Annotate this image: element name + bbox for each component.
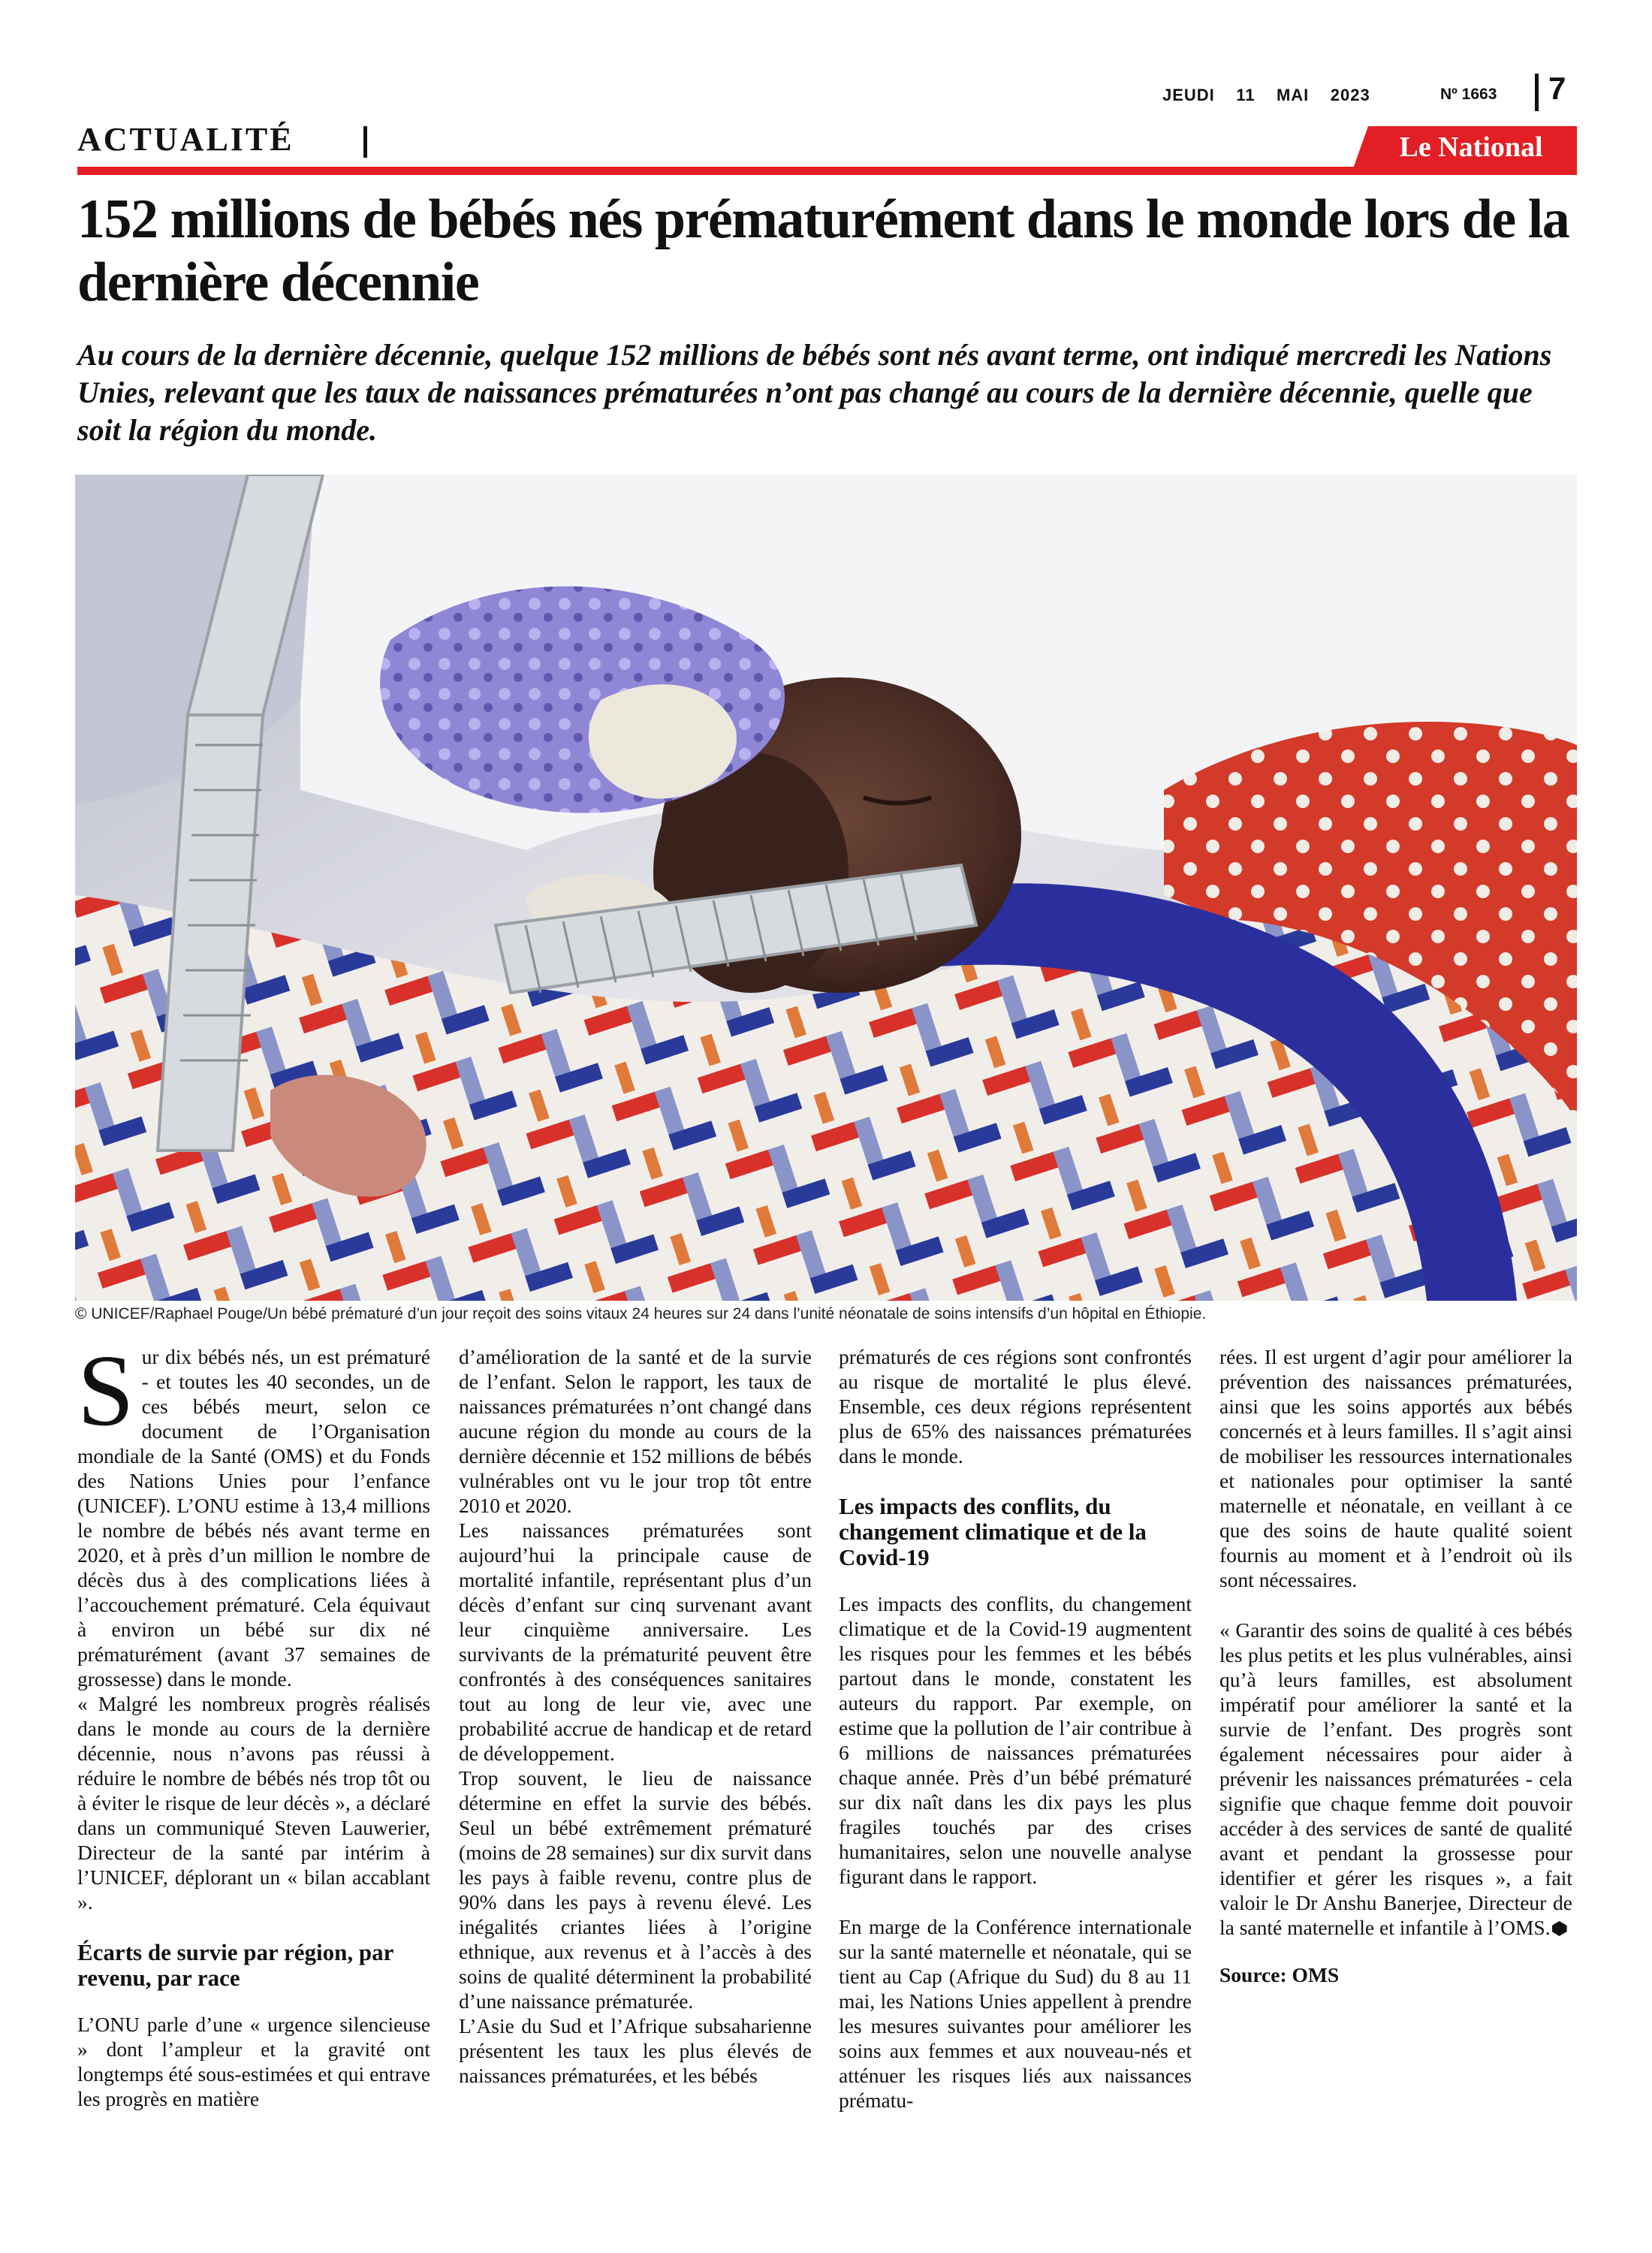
subheading: Écarts de survie par région, par revenu, par race (77, 1939, 393, 1991)
body-paragraph: rées. Il est urgent d’agir pour améliorer la prévention des naissances prématurées, ainsi que les soins apportés aux bébés concernés et à leurs familles. Il s’agit ainsi de mobiliser les ressources internationales et nationales pour optimiser la santé maternelle et néonatale, en veillant à ce que des soins de haute qualité soient fournis au moment et à l’endroit où ils sont nécessaires. (1219, 1345, 1572, 1591)
body-paragraph: Les naissances prématurées sont aujourd’hui la principale cause de mortalité infantile, représentant plus d’un décès d’enfant sur cinq survenant avant leur cinquième anniversaire. Les survivants de la prématurité peuvent être confrontés à des conséquences sanitaires tout au long de leur vie, avec une probabilité accrue de handicap et de retard de développement. (459, 1519, 812, 1765)
article-headline: 152 millions de bébés nés prématurément dans le monde lors de la dernière décennie (77, 189, 1569, 313)
premature-baby-photo (75, 475, 1577, 1301)
article-column-2 (459, 1344, 812, 2088)
subheading: Les impacts des conflits, du changement climatique et de la Covid-19 (839, 1493, 1147, 1570)
paragraph-text: ur dix bébés nés, un est prématuré - et toutes les 40 secondes, un de ces bébés meurt, selon ce document de l’Organisation mondiale de la Santé (OMS) et du Fonds des Nations Unies pour l’enfance (UNICEF). L’ONU estime à 13,4 millions le nombre de bébés nés avant terme en 2020, et à près d’un million le nombre de décès dus à des complications liées à l’accouchement prématuré. Cela équivaut à environ un bébé sur dix né prématurément (avant 37 semaines de grossesse) dans le monde. (77, 1345, 430, 1691)
date-month: MAI (1276, 86, 1310, 104)
body-paragraph: Les impacts des conflits, du changement climatique et de la Covid-19 augmentent les risques pour les femmes et les bébés partout dans le monde, constatent les auteurs du rapport. Par exemple, on estime que la pollution de l’air contribue à 6 millions de naissances prématurées chaque année. Près d’un bébé prématuré sur dix naît dans les dix pays les plus fragiles touchés par des crises humanitaires, selon une nouvelle analyse figurant dans le rapport. (839, 1592, 1192, 1888)
date-number: 11 (1236, 86, 1256, 104)
date-line (1162, 86, 1370, 105)
section-title: ACTUALITÉ (77, 121, 294, 158)
body-paragraph: L’ONU parle d’une « urgence silencieuse » dont l’ampleur et la gravité ont longtemps été sous-estimées et qui entrave les progrès en matière (77, 2013, 430, 2110)
page-number-divider (1535, 74, 1539, 111)
section-divider (363, 126, 367, 158)
body-paragraph: En marge de la Conférence internationale sur la santé maternelle et néonatale, qui se tient au Cap (Afrique du Sud) du 8 au 11 mai, les Nations Unies appellent à prendre les mesures suivantes pour améliorer les soins aux femmes et aux nouveau-nés et atténuer les risques liés aux naissances prématu- (839, 1915, 1192, 2112)
paragraph-text: « Garantir des soins de qualité à ces bébés les plus petits et les plus vulnérables, ainsi qu’à leurs familles, est absolument impératif pour améliorer la santé et la survie de l’enfant. Des progrès sont également nécessaires pour aider à prévenir les naissances prématurées - cela signifie que chaque femme doit pouvoir accéder à des services de santé de qualité avant et pendant la grossesse pour identifier et gérer les risques », a fait valoir le Dr Anshu Banerjee, Directeur de la santé maternelle et infantile à l’OMS. (1219, 1618, 1572, 1939)
date-day: JEUDI (1162, 86, 1215, 104)
issue-number: Nº 1663 (1440, 86, 1497, 103)
brand-name: Le National (1399, 131, 1543, 163)
body-paragraph: « Malgré les nombreux progrès réalisés dans le monde au cours de la dernière décennie, nous n’avons pas réussi à réduire le nombre de bébés nés trop tôt ou à éviter le risque de leur décès », a déclaré dans un communiqué Steven Lauwerier, Directeur de la santé par intérim à l’UNICEF, déplorant un « bilan accablant ». (77, 1692, 430, 1914)
body-paragraph: prématurés de ces régions sont confrontés au risque de mortalité le plus élevé. Ensemble, ces deux régions représentent plus de 65% des naissances prématurées dans le monde. (839, 1345, 1192, 1467)
page-number: 7 (1548, 71, 1566, 106)
article-source: Source: OMS (1219, 1963, 1340, 1986)
body-paragraph (77, 1335, 430, 1691)
body-paragraph: d’amélioration de la santé et de la survie de l’enfant. Selon le rapport, les taux de naissances prématurées n’ont changé dans aucune région du monde au cours de la dernière décennie et 152 millions de bébés vulnérables ont vu le jour trop tôt entre 2010 et 2020. (459, 1345, 812, 1517)
body-paragraph: L’Asie du Sud et l’Afrique subsaharienne présentent les taux les plus élevés de naissances prématurées, et les bébés (459, 2014, 812, 2087)
article-lead: Au cours de la dernière décennie, quelque 152 millions de bébés sont nés avant terme, ont indiqué mercredi les Nations Unies, relevant que les taux de naissances prématurées n’ont pas changé au cours de la dernière décennie, quelle que soit la région du monde. (77, 338, 1552, 447)
article-column-4 (1219, 1344, 1572, 1987)
article-photo (75, 475, 1577, 1301)
photo-caption: © UNICEF/Raphael Pouge/Un bébé prématuré d’un jour reçoit des soins vitaux 24 heures sur 24 dans l’unité néonatale de soins intensifs d’un hôpital en Éthiopie. (75, 1305, 1207, 1323)
article-column-1 (77, 1335, 430, 2111)
date-year: 2023 (1330, 86, 1370, 104)
body-paragraph: Trop souvent, le lieu de naissance détermine en effet la survie des bébés. Seul un bébé extrêmement prématuré (moins de 28 semaines) sur dix survit dans les pays à faible revenu, contre plus de 90% dans les pays à revenu élevé. Les inégalités criantes liées à l’origine ethnique, aux revenus et à l’accès à des soins de qualité déterminent la probabilité d’une naissance prématurée. (459, 1766, 812, 2013)
end-of-article-icon (1552, 1921, 1567, 1936)
article-column-3 (839, 1344, 1192, 2113)
body-paragraph (1219, 1618, 1572, 1940)
drop-cap: S (77, 1335, 134, 1447)
header-rule (77, 167, 1577, 175)
